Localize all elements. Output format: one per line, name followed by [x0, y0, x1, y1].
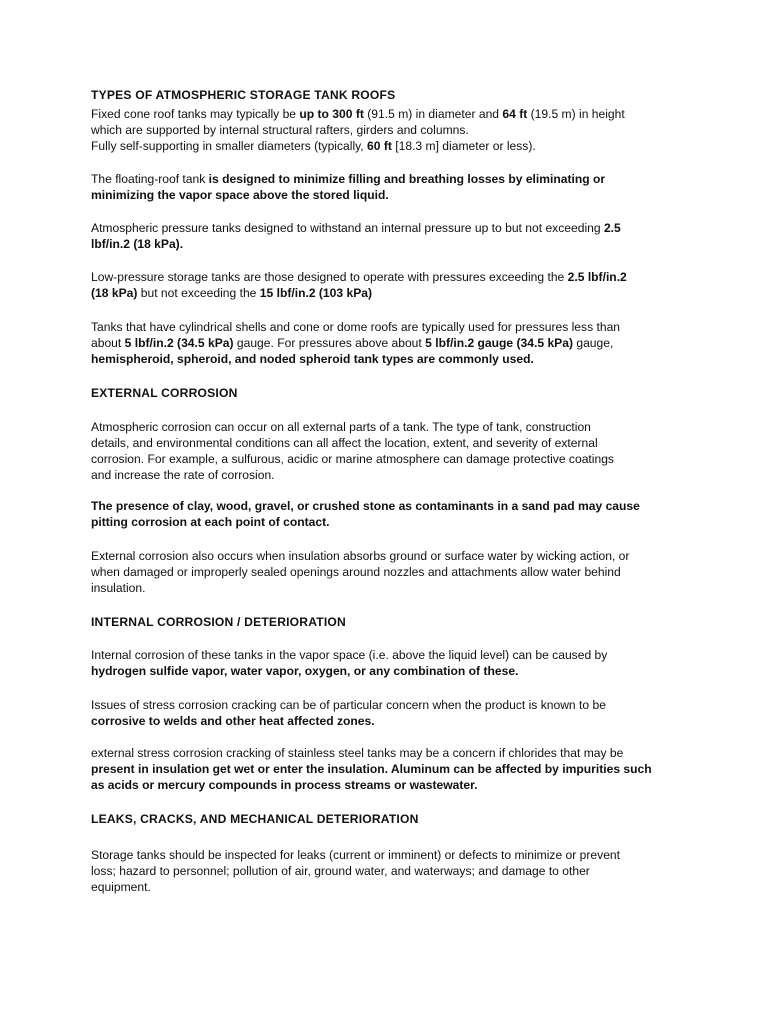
heading-leaks: LEAKS, CRACKS, AND MECHANICAL DETERIORATION	[91, 812, 419, 826]
text: (19.5 m) in height	[527, 107, 625, 121]
heading-internal-corrosion: INTERNAL CORROSION / DETERIORATION	[91, 615, 346, 629]
line: which are supported by internal structural rafters, girders and columns.	[91, 123, 469, 137]
text-bold: (18 kPa)	[91, 286, 138, 300]
line	[91, 106, 677, 122]
heading-tank-roofs: TYPES OF ATMOSPHERIC STORAGE TANK ROOFS	[91, 88, 396, 102]
line: as acids or mercury compounds in process streams or wastewater.	[91, 778, 478, 792]
paragraph-stainless	[91, 745, 677, 793]
line	[91, 138, 677, 154]
text-bold: 2.5	[603, 221, 621, 235]
line: The presence of clay, wood, gravel, or crushed stone as contaminants in a sand pad may cause	[91, 499, 640, 513]
text: Fixed cone roof tanks may typically be	[91, 107, 300, 121]
line: Atmospheric corrosion can occur on all external parts of a tank. The type of tank, construction	[91, 420, 591, 434]
text: about	[91, 336, 125, 350]
text: (91.5 m) in diameter and	[363, 107, 503, 121]
text-bold: up to 300 ft	[299, 107, 364, 121]
paragraph-internal	[91, 647, 677, 679]
line: pitting corrosion at each point of contact.	[91, 515, 330, 529]
line: minimizing the vapor space above the stored liquid.	[91, 188, 389, 202]
line: insulation.	[91, 581, 146, 595]
text: but not exceeding the	[137, 286, 260, 300]
paragraph-stress-corrosion	[91, 697, 677, 729]
line: Tanks that have cylindrical shells and cone or dome roofs are typically used for pressures less than	[91, 320, 621, 334]
line: loss; hazard to personnel; pollution of air, ground water, and waterways; and damage to other	[91, 864, 590, 878]
text: The floating-roof tank	[91, 172, 206, 186]
paragraph-low-pressure	[91, 269, 677, 301]
line	[91, 285, 677, 301]
line: corrosive to welds and other heat affected zones.	[91, 714, 375, 728]
text: gauge. For pressures above about	[233, 336, 426, 350]
paragraph-cylindrical	[91, 319, 677, 367]
text-bold: is designed to minimize filling and breathing losses by eliminating or	[205, 172, 606, 186]
line: lbf/in.2 (18 kPa).	[91, 237, 184, 251]
line: Internal corrosion of these tanks in the vapor space (i.e. above the liquid level) can be caused by	[91, 648, 608, 662]
text-bold: 5 lbf/in.2 gauge (34.5 kPa)	[425, 336, 573, 350]
line: and increase the rate of corrosion.	[91, 468, 275, 482]
text: Atmospheric pressure tanks designed to withstand an internal pressure up to but not exceeding	[91, 221, 604, 235]
heading-external-corrosion: EXTERNAL CORROSION	[91, 386, 238, 400]
paragraph-leaks	[91, 847, 677, 895]
line: details, and environmental conditions can all affect the location, extent, and severity of external	[91, 436, 598, 450]
line: hydrogen sulfide vapor, water vapor, oxygen, or any combination of these.	[91, 664, 519, 678]
line: Storage tanks should be inspected for leaks (current or imminent) or defects to minimize or prevent	[91, 848, 621, 862]
text-bold: 2.5 lbf/in.2	[567, 270, 627, 284]
line	[91, 171, 677, 187]
paragraph-insulation	[91, 548, 677, 596]
text-bold: 5 lbf/in.2 (34.5 kPa)	[124, 336, 234, 350]
text: Low-pressure storage tanks are those designed to operate with pressures exceeding the	[91, 270, 568, 284]
line: when damaged or improperly sealed openings around nozzles and attachments allow water behind	[91, 565, 621, 579]
line: corrosion. For example, a sulfurous, acidic or marine atmosphere can damage protective coatings	[91, 452, 614, 466]
paragraph-floating-roof	[91, 171, 677, 203]
paragraph-atmospheric-corrosion	[91, 419, 677, 483]
line	[91, 220, 677, 236]
text-bold: 60 ft	[367, 139, 392, 153]
line: external stress corrosion cracking of stainless steel tanks may be a concern if chlorides that may be	[91, 746, 624, 760]
text-bold: 64 ft	[502, 107, 528, 121]
line: present in insulation get wet or enter the insulation. Aluminum can be affected by impurities such	[91, 762, 652, 776]
line	[91, 335, 677, 351]
line: External corrosion also occurs when insulation absorbs ground or surface water by wicking action, or	[91, 549, 630, 563]
line: equipment.	[91, 880, 151, 894]
paragraph-atmospheric	[91, 220, 677, 252]
paragraph-fixed-cone	[91, 106, 677, 154]
line	[91, 269, 677, 285]
text: Fully self-supporting in smaller diameters (typically,	[91, 139, 368, 153]
line: hemispheroid, spheroid, and noded spheroid tank types are commonly used.	[91, 352, 534, 366]
paragraph-clay	[91, 498, 677, 530]
text-bold: 15 lbf/in.2 (103 kPa)	[259, 286, 373, 300]
line: Issues of stress corrosion cracking can be of particular concern when the product is known to be	[91, 698, 606, 712]
text: gauge,	[572, 336, 614, 350]
text: [18.3 m] diameter or less).	[391, 139, 536, 153]
